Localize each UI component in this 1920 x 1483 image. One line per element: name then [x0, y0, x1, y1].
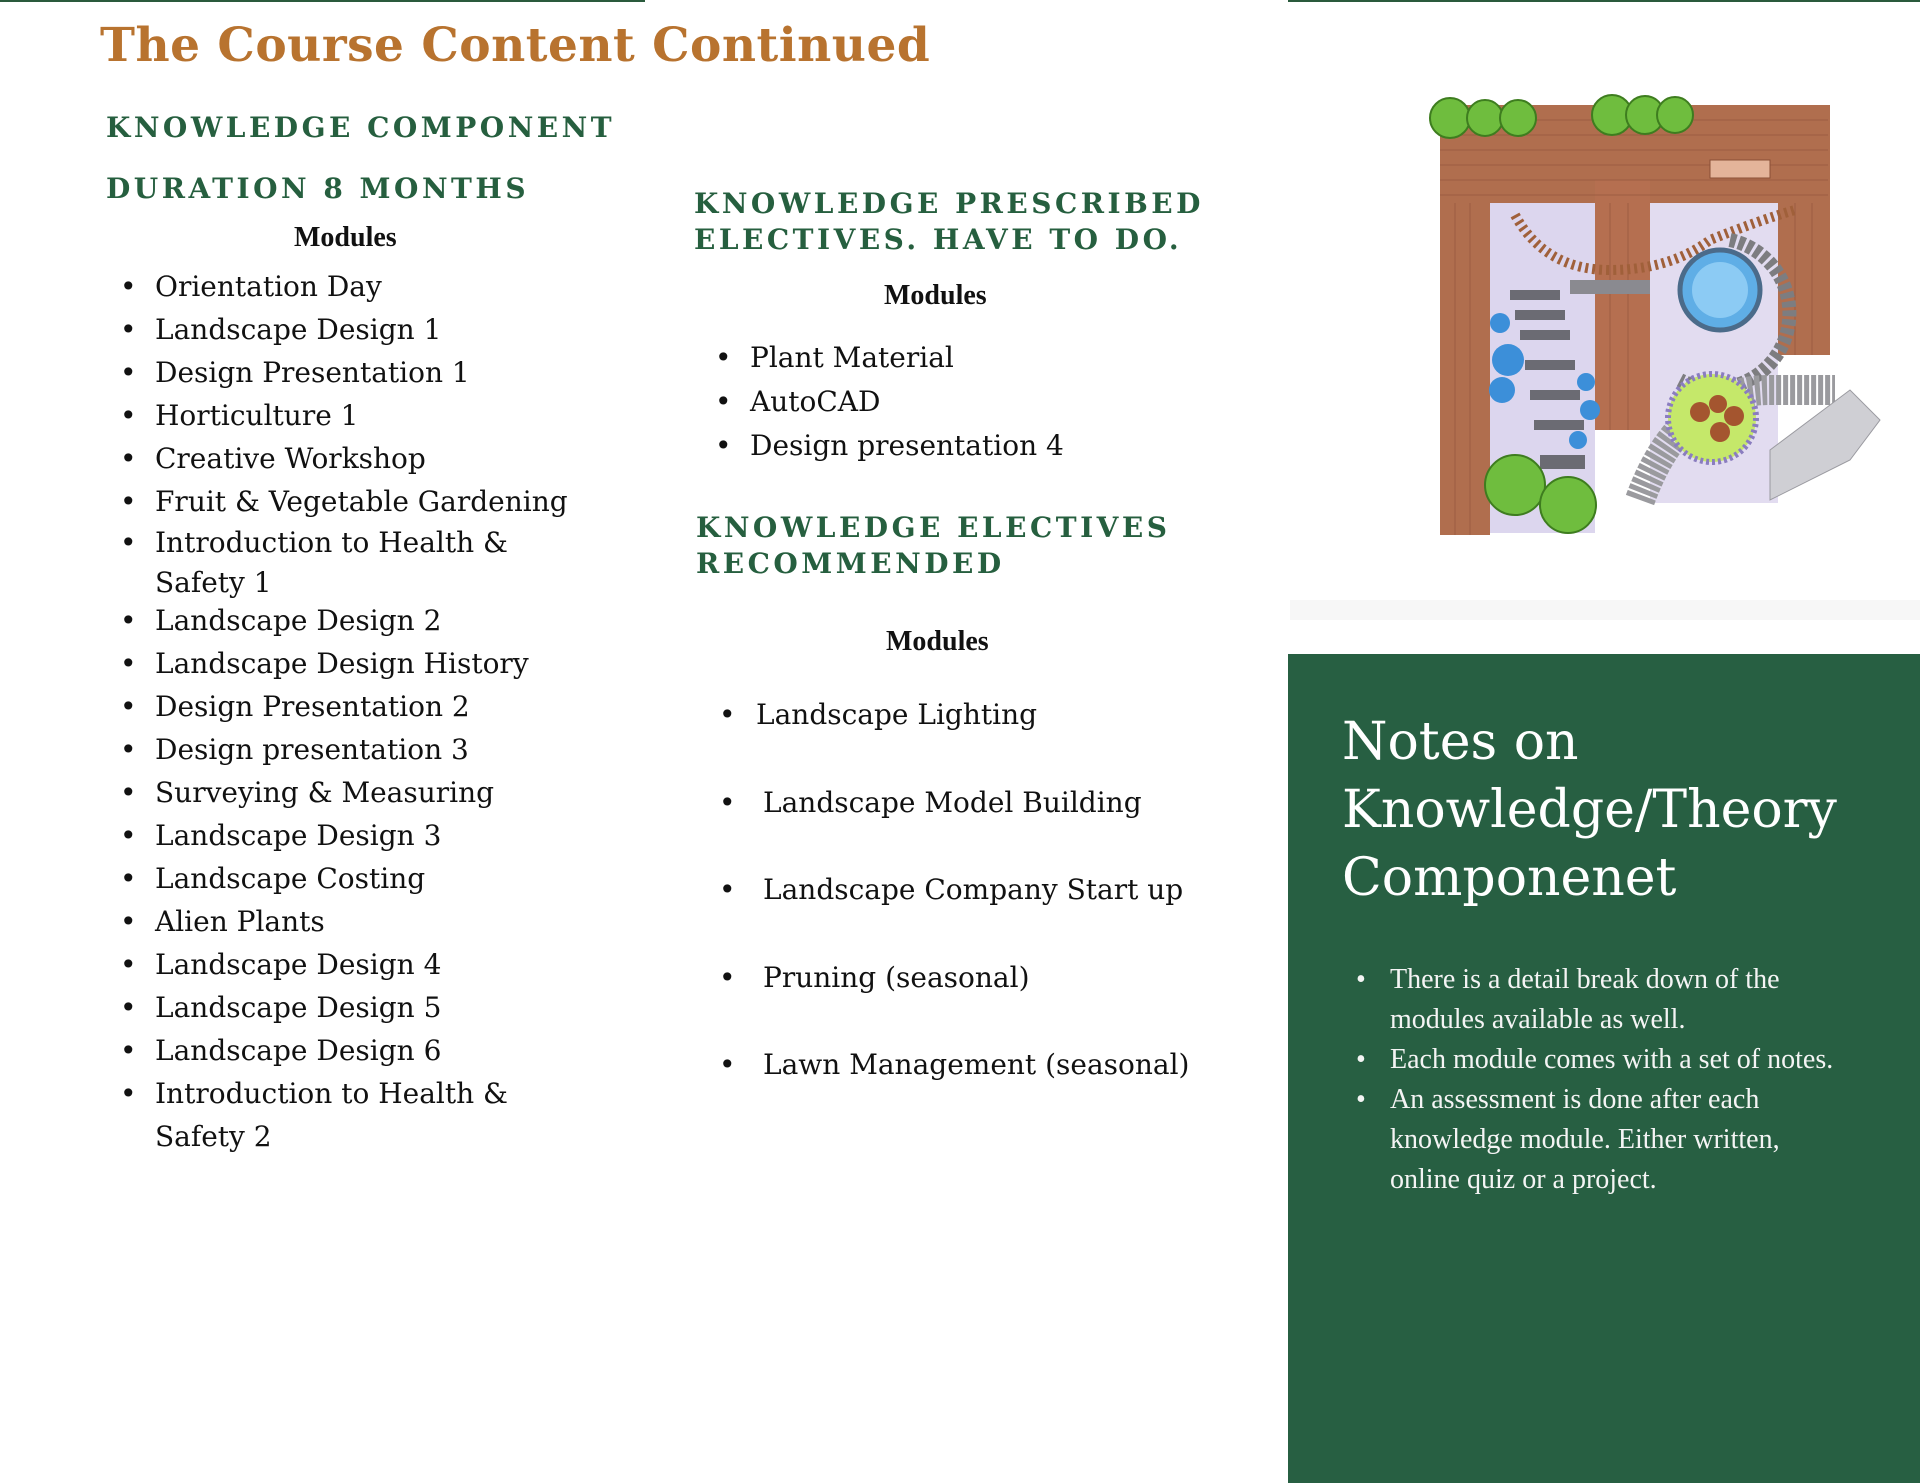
bullet-icon: •	[120, 905, 137, 938]
list-item: • Landscape Design History	[120, 642, 590, 685]
list-item: • Orientation Day	[120, 265, 590, 308]
bullet-icon: •	[120, 1034, 137, 1067]
list-item: • Design presentation 4	[715, 424, 1215, 468]
bullet-icon: •	[120, 526, 137, 559]
list-item: • AutoCAD	[715, 380, 1215, 424]
list-item: • Design presentation 3	[120, 728, 590, 771]
list-item: • There is a detail break down of the modules available as well.	[1356, 960, 1836, 1040]
bullet-icon: •	[719, 698, 736, 731]
list-item: • Lawn Management (seasonal)	[719, 1043, 1219, 1087]
bullet-icon: •	[120, 690, 137, 723]
bullet-icon: •	[1356, 1084, 1366, 1115]
bullet-icon: •	[120, 270, 137, 303]
prescribed-electives-heading: KNOWLEDGE PRESCRIBED ELECTIVES. HAVE TO DO.	[694, 187, 1204, 256]
bullet-icon: •	[719, 960, 736, 994]
top-rule-right	[1288, 0, 1920, 2]
bullet-icon: •	[715, 385, 732, 418]
notes-title: Notes on Knowledge/Theory Componenet	[1342, 712, 1837, 908]
bullet-icon: •	[719, 1048, 736, 1081]
list-item: • Landscape Company Start up	[719, 868, 1219, 912]
top-rule-left	[0, 0, 645, 2]
recommended-electives-heading: KNOWLEDGE ELECTIVES RECOMMENDED	[696, 511, 1171, 580]
bullet-icon: •	[120, 948, 137, 981]
recommended-modules-list	[719, 693, 1219, 1131]
bullet-icon: •	[120, 485, 137, 518]
list-item: • Landscape Model Building	[719, 781, 1219, 825]
garden-plan-illustration	[1290, 60, 1920, 620]
bullet-icon: •	[120, 776, 137, 809]
list-item: • Landscape Design 2	[120, 599, 590, 642]
bullet-icon: •	[120, 862, 137, 895]
bullet-icon: •	[120, 356, 137, 389]
list-item: • Landscape Lighting	[719, 693, 1219, 737]
list-item: • Horticulture 1	[120, 394, 590, 437]
list-item: • Landscape Design 4	[120, 943, 590, 986]
list-item: • Landscape Design 5	[120, 986, 590, 1029]
bullet-icon: •	[120, 604, 137, 637]
bullet-icon: •	[120, 313, 137, 346]
prescribed-modules-list	[715, 336, 1215, 468]
list-item: • Introduction to Health & Safety 2	[120, 1072, 590, 1158]
list-item: • Landscape Design 6	[120, 1029, 590, 1072]
bullet-icon: •	[120, 442, 137, 475]
bullet-icon: •	[1356, 1044, 1366, 1075]
duration-heading: DURATION 8 MONTHS	[106, 172, 530, 205]
bench-shape	[1710, 160, 1770, 178]
bullet-icon: •	[120, 991, 137, 1024]
list-item: • Creative Workshop	[120, 437, 590, 480]
list-item: • Introduction to Health & Safety 1	[120, 523, 590, 603]
bullet-icon: •	[120, 647, 137, 680]
bullet-icon: •	[715, 429, 732, 462]
list-item: • Design Presentation 1	[120, 351, 590, 394]
core-modules-list	[120, 265, 590, 1158]
bullet-icon: •	[120, 733, 137, 766]
list-item: • Design Presentation 2	[120, 685, 590, 728]
list-item: • Landscape Design 3	[120, 814, 590, 857]
bullet-icon: •	[120, 399, 137, 432]
bullet-icon: •	[120, 1077, 137, 1110]
list-item: • Alien Plants	[120, 900, 590, 943]
modules-label-core: Modules	[294, 222, 397, 253]
bullet-icon: •	[719, 873, 736, 906]
knowledge-component-heading: KNOWLEDGE COMPONENT	[106, 111, 616, 144]
bullet-icon: •	[715, 341, 732, 374]
list-item: • An assessment is done after each knowledge module. Either written, online quiz or a project.	[1356, 1080, 1836, 1200]
list-item: • Each module comes with a set of notes.	[1356, 1040, 1836, 1080]
bullet-icon: •	[719, 785, 736, 819]
page-title: The Course Content Continued	[100, 18, 931, 73]
bullet-icon: •	[1356, 964, 1366, 995]
bullet-icon: •	[120, 819, 137, 852]
notes-list	[1356, 960, 1836, 1200]
modules-label-prescribed: Modules	[884, 280, 987, 311]
modules-label-recommended: Modules	[886, 626, 989, 657]
list-item: • Landscape Costing	[120, 857, 590, 900]
list-item: • Pruning (seasonal)	[719, 956, 1219, 1000]
list-item: • Landscape Design 1	[120, 308, 590, 351]
list-item: • Fruit & Vegetable Gardening	[120, 480, 590, 523]
list-item: • Surveying & Measuring	[120, 771, 590, 814]
list-item: • Plant Material	[715, 336, 1215, 380]
